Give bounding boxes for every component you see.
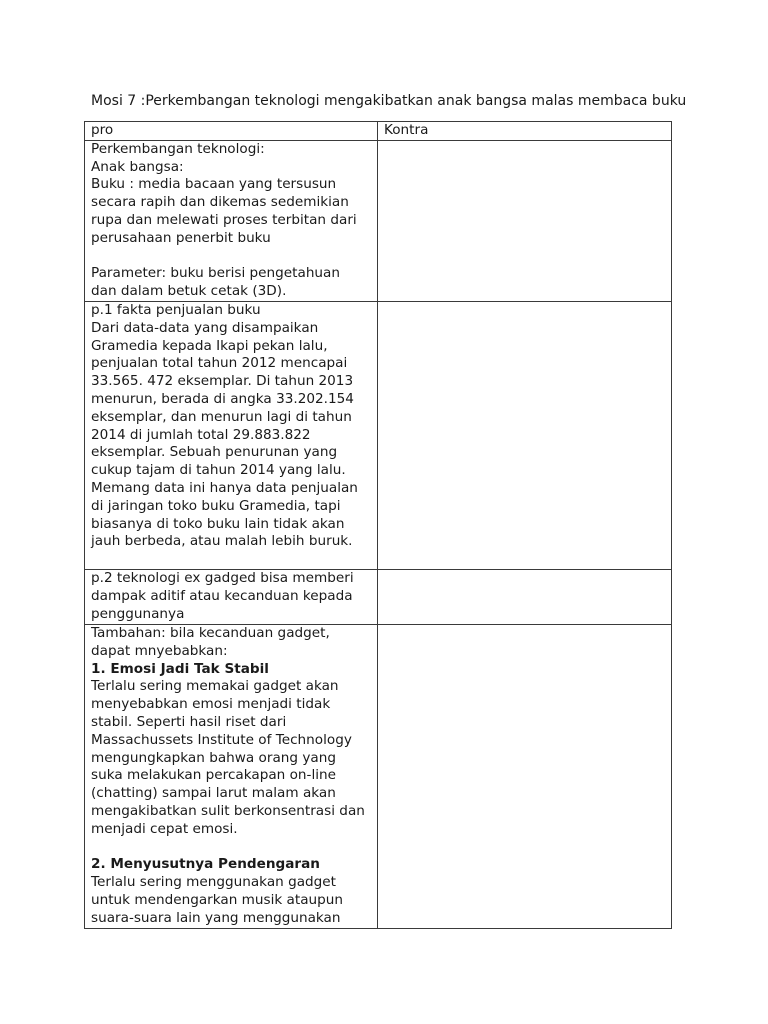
header-kontra: Kontra: [378, 122, 672, 141]
definitions-cell: [85, 140, 378, 301]
text-line: dan dalam betuk cetak (3D).: [91, 283, 287, 300]
point1-cell: [85, 301, 378, 569]
text-line: eksemplar, dan menurun lagi di tahun: [91, 408, 352, 425]
text-line: untuk mendengarkan musik ataupun: [91, 891, 344, 908]
text-line: 2014 di jumlah total 29.883.822: [91, 426, 311, 443]
text-line: Memang data ini hanya data penjualan: [91, 479, 358, 496]
text-line: Perkembangan teknologi:: [91, 140, 265, 157]
tambahan-cell: [85, 624, 378, 928]
point2-cell: [85, 569, 378, 624]
blank-line: [91, 839, 373, 857]
text-line: Dari data-data yang disampaikan: [91, 319, 319, 336]
text-line: rupa dan melewati proses terbitan dari: [91, 211, 357, 228]
text-line: biasanya di toko buku lain tidak akan: [91, 515, 345, 532]
debate-table: [84, 121, 672, 929]
blank-line: [91, 248, 373, 266]
text-line: penggunanya: [91, 605, 185, 622]
text-line: Massachussets Institute of Technology: [91, 731, 352, 748]
section-heading: 2. Menyusutnya Pendengaran: [91, 856, 320, 873]
text-line: 33.565. 472 eksemplar. Di tahun 2013: [91, 373, 354, 390]
text-line: dapat mnyebabkan:: [91, 642, 228, 659]
text-line: p.1 fakta penjualan buku: [91, 301, 261, 318]
text-line: cukup tajam di tahun 2014 yang lalu.: [91, 462, 346, 479]
text-line: jauh berbeda, atau malah lebih buruk.: [91, 533, 353, 550]
text-line: mengakibatkan sulit berkonsentrasi dan: [91, 802, 365, 819]
section-heading: 1. Emosi Jadi Tak Stabil: [91, 660, 269, 677]
text-line: Terlalu sering menggunakan gadget: [91, 874, 336, 891]
table-row: [85, 140, 672, 301]
text-line: perusahaan penerbit buku: [91, 229, 271, 246]
text-line: suara-suara lain yang menggunakan: [91, 909, 341, 926]
text-line: Tambahan: bila kecanduan gadget,: [91, 624, 330, 641]
point1-kontra-cell: [378, 301, 672, 569]
text-line: suka melakukan percakapan on-line: [91, 767, 336, 784]
point2-kontra-cell: [378, 569, 672, 624]
text-line: penjualan total tahun 2012 mencapai: [91, 355, 348, 372]
table-row: [85, 301, 672, 569]
text-line: menjadi cepat emosi.: [91, 820, 238, 837]
text-line: p.2 teknologi ex gadged bisa memberi: [91, 569, 354, 586]
text-line: di jaringan toko buku Gramedia, tapi: [91, 497, 341, 514]
tambahan-kontra-cell: [378, 624, 672, 928]
text-line: Buku : media bacaan yang tersusun: [91, 176, 337, 193]
text-line: Gramedia kepada Ikapi pekan lalu,: [91, 337, 328, 354]
text-line: stabil. Seperti hasil riset dari: [91, 713, 287, 730]
text-line: menurun, berada di angka 33.202.154: [91, 390, 354, 407]
table-header-row: [85, 122, 672, 141]
table-row: [85, 624, 672, 928]
text-line: secara rapih dan dikemas sedemikian: [91, 194, 349, 211]
text-line: dampak aditif atau kecanduan kepada: [91, 587, 353, 604]
text-line: menyebabkan emosi menjadi tidak: [91, 696, 331, 713]
definitions-kontra-cell: [378, 140, 672, 301]
page-title: Mosi 7 :Perkembangan teknologi mengakibatkan anak bangsa malas membaca buku: [91, 93, 687, 109]
text-line: eksemplar. Sebuah penurunan yang: [91, 444, 338, 461]
text-line: Terlalu sering memakai gadget akan: [91, 678, 339, 695]
header-pro: pro: [85, 122, 378, 141]
text-line: Anak bangsa:: [91, 158, 184, 175]
text-line: mengungkapkan bahwa orang yang: [91, 749, 336, 766]
text-line: (chatting) sampai larut malam akan: [91, 785, 336, 802]
text-line: Parameter: buku berisi pengetahuan: [91, 265, 340, 282]
table-row: [85, 569, 672, 624]
